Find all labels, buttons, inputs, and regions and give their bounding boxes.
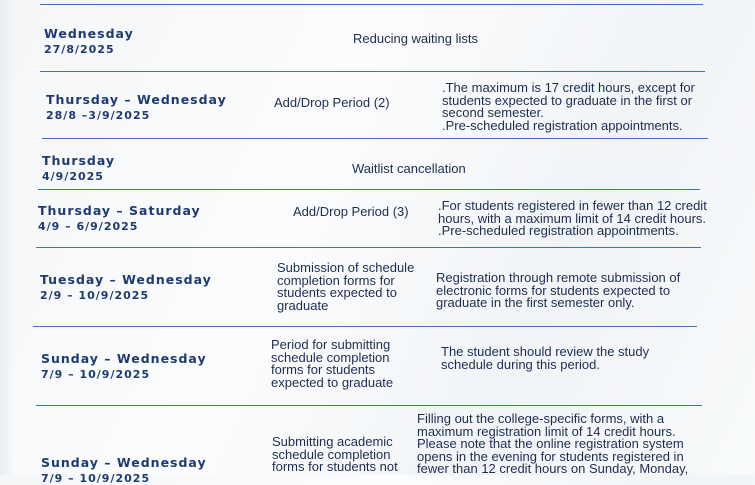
row-divider <box>36 405 702 406</box>
table-row-date <box>44 26 134 56</box>
event-note: Filling out the college-specific forms, with a maximum registration limit of 14 credit hours. Please note that the online registration system opens in the evening for students registered in fewer than 12 credit hours on Sunday, Monday, <box>417 411 689 476</box>
event-name: Add/Drop Period (2) <box>274 95 390 110</box>
event-name: Submitting academic schedule completion forms for students not <box>272 434 398 474</box>
day-range: Thursday – Saturday <box>38 203 201 218</box>
event-name: Waitlist cancellation <box>352 161 466 176</box>
row-divider <box>40 71 705 72</box>
date-range: 4/9/2025 <box>42 170 104 183</box>
table-row-date <box>38 203 201 233</box>
event-name: Reducing waiting lists <box>353 31 479 46</box>
page-edge-shadow <box>0 0 14 475</box>
event-name: Submission of schedule completion forms for students expected to graduate <box>277 260 415 313</box>
event-note: .The maximum is 17 credit hours, except for students expected to graduate in the first or second semester. <box>442 80 695 120</box>
row-divider <box>38 189 700 190</box>
date-range: 7/9 – 10/9/2025 <box>41 368 151 381</box>
table-row-date <box>41 455 207 485</box>
event-note: .Pre-scheduled registration appointments. <box>442 118 683 133</box>
date-range: 27/8/2025 <box>44 43 115 56</box>
event-note: The student should review the study schedule during this period. <box>441 344 650 372</box>
row-divider <box>40 4 703 5</box>
day-range: Thursday – Wednesday <box>46 92 227 107</box>
event-note: .Pre-scheduled registration appointments. <box>438 223 679 238</box>
day-range: Thursday <box>42 153 116 168</box>
day-range: Wednesday <box>44 26 134 41</box>
event-note: Registration through remote submission of electronic forms for students expected to graduate in the first semester only. <box>436 270 681 310</box>
table-row-date <box>46 92 227 122</box>
event-name: Add/Drop Period (3) <box>293 204 409 219</box>
event-note: .For students registered in fewer than 12 credit hours, with a maximum limit of 14 credit hours. <box>438 198 707 226</box>
table-row-date <box>40 272 212 302</box>
row-divider <box>36 247 701 248</box>
row-divider <box>33 326 697 327</box>
date-range: 2/9 – 10/9/2025 <box>40 289 150 302</box>
date-range: 7/9 – 10/9/2025 <box>41 472 151 485</box>
row-divider <box>42 138 708 139</box>
date-range: 4/9 – 6/9/2025 <box>38 220 139 233</box>
day-range: Sunday – Wednesday <box>41 351 207 366</box>
day-range: Sunday – Wednesday <box>41 455 207 470</box>
date-range: 28/8 –3/9/2025 <box>46 109 151 122</box>
day-range: Tuesday – Wednesday <box>40 272 212 287</box>
table-row-date <box>42 153 115 183</box>
event-name: Period for submitting schedule completion forms for students expected to graduate <box>271 337 394 390</box>
table-row-date <box>41 351 207 381</box>
